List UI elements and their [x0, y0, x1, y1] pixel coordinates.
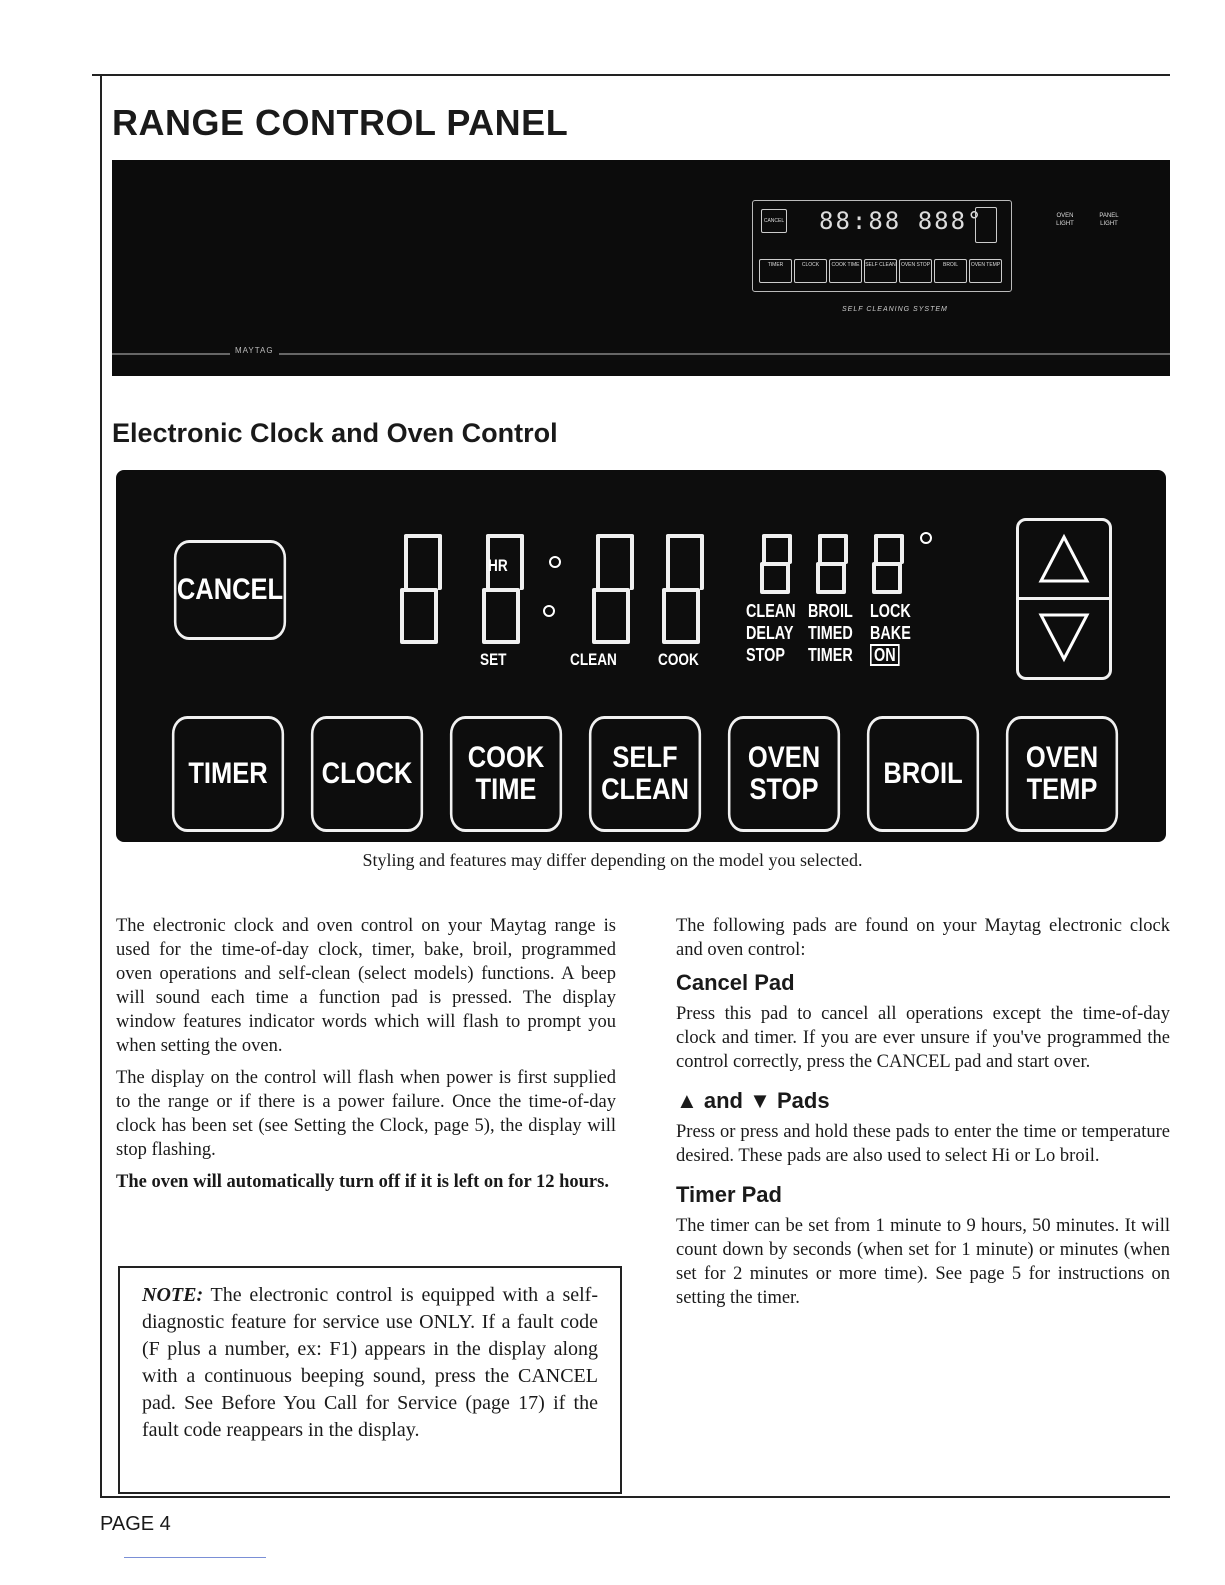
figure-caption: Styling and features may differ depending on the model you selected.	[362, 850, 863, 870]
page-number: PAGE 4	[100, 1513, 171, 1535]
cancel-pad: CANCEL	[174, 540, 286, 640]
note-label: NOTE:	[142, 1284, 204, 1306]
brand-logo: MAYTAG	[230, 346, 279, 355]
top-rule	[92, 74, 1170, 76]
hr-label: HR	[488, 556, 508, 575]
digit-3-top	[596, 534, 634, 590]
set-label: SET	[480, 650, 507, 669]
colon-dot-upper	[549, 556, 561, 568]
cancel-pad-heading: Cancel Pad	[676, 970, 795, 995]
mini-pad-self-clean: SELF CLEAN	[864, 259, 897, 283]
temp-digit-1-top	[762, 534, 792, 564]
temp-digit-2-top	[818, 534, 848, 564]
link-underline	[124, 1557, 266, 1558]
mini-pad-oven-stop: OVEN STOP	[899, 259, 932, 283]
page-title: RANGE CONTROL PANEL	[112, 102, 569, 143]
display-paragraph: The display on the control will flash when power is first supplied to the range or if there is a power failure. Once the time-of-day clock has been set (see Setting the Clock, page 5), the display will stop flashing.	[116, 1068, 616, 1160]
mini-pad-clock: CLOCK	[794, 259, 827, 283]
panel-light-switch: PANEL LIGHT	[1099, 213, 1119, 227]
pads-intro: The following pads are found on your Maytag electronic clock and oven control:	[676, 916, 1170, 960]
indicator-lock: LOCK	[870, 601, 911, 621]
mini-pad-timer: TIMER	[759, 259, 792, 283]
indicator-timer: TIMER	[808, 645, 853, 665]
note-box	[118, 1266, 622, 1494]
timer-pad-heading: Timer Pad	[676, 1182, 782, 1207]
cancel-pad-text: Press this pad to cancel all operations except the time-of-day clock and timer. If you are ever unsure if you've programmed the control correctly, press the CANCEL pad and start over.	[676, 1004, 1170, 1072]
pad-oven-temp: OVEN TEMP	[1006, 716, 1118, 832]
pad-clock: CLOCK	[311, 716, 423, 832]
indicator-stop: STOP	[746, 645, 785, 665]
control-panel-illustration	[116, 470, 1166, 842]
range-panel-photo	[112, 160, 1170, 376]
timer-pad-text: The timer can be set from 1 minute to 9 hours, 50 minutes. It will count down by seconds (when set for 1 minute) or minutes (when set for 2 minutes or more time). See page 5 for instructions on setting the timer.	[676, 1216, 1170, 1308]
indicator-broil: BROIL	[808, 601, 853, 621]
note-body: The electronic control is equipped with a self-diagnostic feature for service use ONLY. If a fault code (F plus a number, ex: F1) appears in the display along with a continuous beeping sound, press the CANCEL pad. See Before You Call for Service (page 17) if the fault code reappears in the display.	[142, 1284, 598, 1441]
digit-4-top	[666, 534, 704, 590]
self-cleaning-caption: SELF CLEANING SYSTEM	[842, 306, 948, 313]
mini-pad-broil: BROIL	[934, 259, 967, 283]
digit-3-bottom	[592, 588, 630, 644]
pad-timer: TIMER	[172, 716, 284, 832]
temp-digit-1-bottom	[760, 562, 790, 594]
mini-pad-oven-temp: OVEN TEMP	[969, 259, 1002, 283]
temp-digit-2-bottom	[816, 562, 846, 594]
arrow-pads	[1016, 518, 1112, 680]
up-arrow-icon	[1037, 533, 1091, 590]
pad-broil: BROIL	[867, 716, 979, 832]
digit-1-bottom	[400, 588, 438, 644]
pad-cook-time: COOK TIME	[450, 716, 562, 832]
indicator-bake: BAKE	[870, 623, 911, 643]
bottom-rule	[100, 1496, 1170, 1498]
colon-dot-lower	[543, 605, 555, 617]
mini-cancel-pad: CANCEL	[761, 209, 787, 233]
mini-pad-cook-time: COOK TIME	[829, 259, 862, 283]
down-arrow-icon	[1037, 611, 1091, 668]
clean-label: CLEAN	[570, 650, 617, 669]
degree-symbol	[920, 532, 932, 544]
left-rule	[100, 76, 102, 1496]
auto-off-warning: The oven will automatically turn off if it is left on for 12 hours.	[116, 1172, 609, 1192]
digit-2-bottom	[482, 588, 520, 644]
indicator-on: ON	[870, 644, 900, 666]
left-column	[116, 914, 616, 1202]
right-column	[676, 914, 1170, 1318]
note-text	[142, 1282, 598, 1444]
cook-label: COOK	[658, 650, 699, 669]
arrow-pads-heading: ▲ and ▼ Pads	[676, 1088, 830, 1113]
indicator-timed: TIMED	[808, 623, 853, 643]
temp-digit-3-top	[874, 534, 904, 564]
section-heading: Electronic Clock and Oven Control	[112, 418, 558, 448]
digit-4-bottom	[662, 588, 700, 644]
arrow-pads-text: Press or press and hold these pads to enter the time or temperature desired. These pads are also used to select Hi or Lo broil.	[676, 1122, 1170, 1166]
temp-digit-3-bottom	[872, 562, 902, 594]
oven-light-switch: OVEN LIGHT	[1056, 213, 1074, 227]
pad-oven-stop: OVEN STOP	[728, 716, 840, 832]
arrow-divider	[1019, 597, 1109, 600]
mini-display: 88:88 888°	[819, 207, 984, 235]
mini-arrow-pads	[975, 207, 997, 243]
mini-control-panel	[752, 200, 1012, 292]
indicator-clean: CLEAN	[746, 601, 796, 621]
pad-self-clean: SELF CLEAN	[589, 716, 701, 832]
indicator-delay: DELAY	[746, 623, 794, 643]
intro-paragraph: The electronic clock and oven control on your Maytag range is used for the time-of-day clock, timer, bake, broil, programmed oven operations and self-clean (select models) functions. A beep will sound each time a function pad is pressed. The display window features indicator words which will flash to prompt you when setting the oven.	[116, 916, 616, 1056]
digit-1-top	[404, 534, 442, 590]
